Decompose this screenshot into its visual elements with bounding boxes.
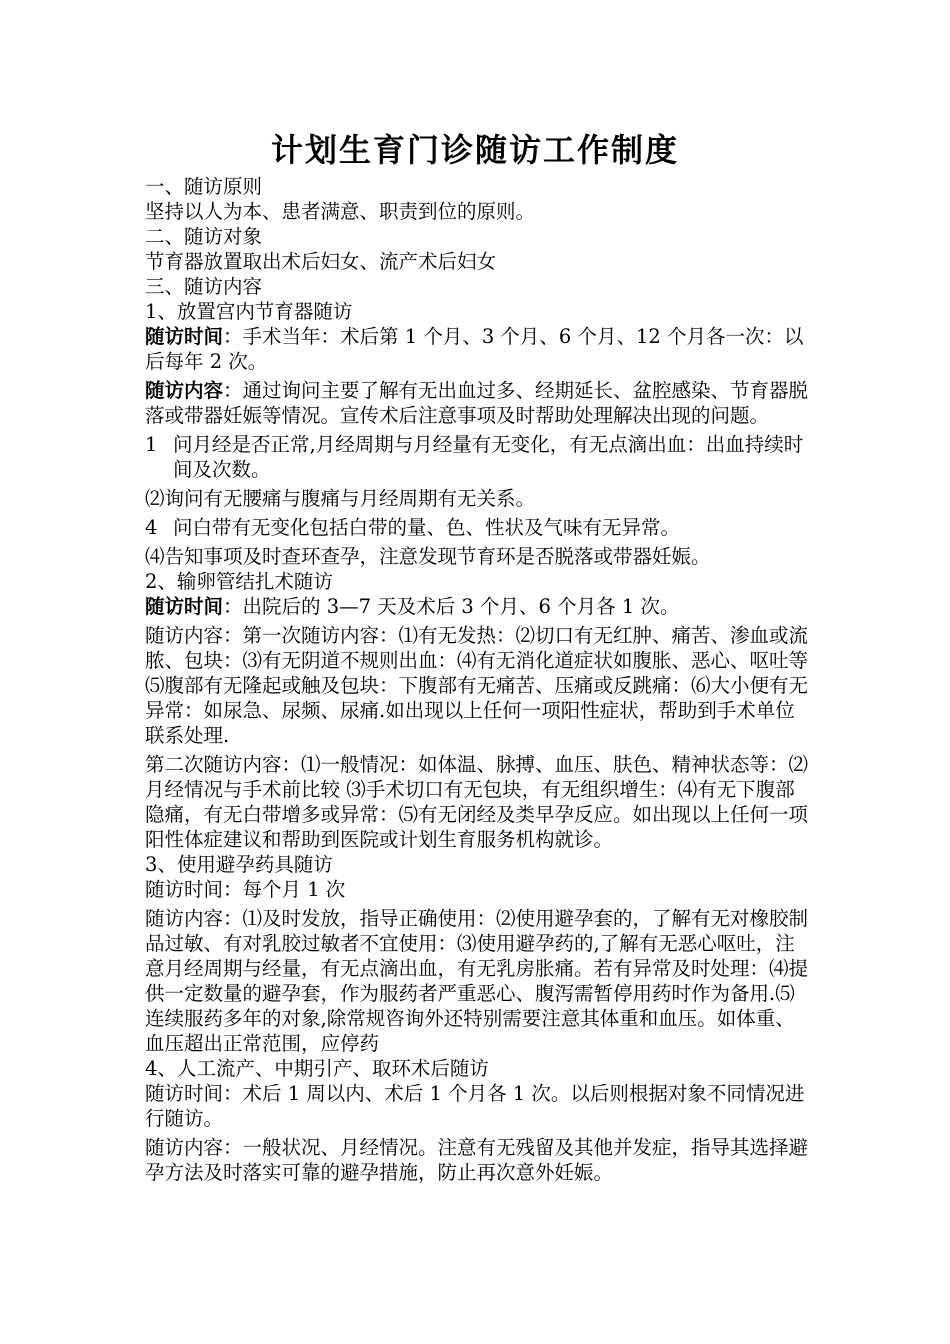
list-number: 1	[145, 433, 158, 456]
list-text: 问月经是否正常,月经周期与月经量有无变化，有无点滴出血：出血持续时间及次数。	[173, 433, 804, 481]
bold-label: 随访时间	[145, 595, 224, 618]
paragraph: 随访内容：一般状况、月经情况。注意有无残留及其他并发症，指导其选择避孕方法及时落实可靠的避孕措施，防止再次意外妊娠。	[145, 1136, 809, 1184]
list-item: ⑷告知事项及时查环查孕，注意发现节育环是否脱落或带器妊娠。	[145, 545, 711, 568]
bold-label: 随访时间	[145, 325, 224, 348]
list-item: ⑵询问有无腰痛与腹痛与月经周期有无关系。	[145, 487, 536, 510]
list-number: 4	[145, 516, 158, 539]
paragraph: 随访内容：⑴及时发放，指导正确使用：⑵使用避孕套的，了解有无对橡胶制品过敏、有对乳胶过敏者不宜使用：⑶使用避孕药的,了解有无恶心呕吐，注意月经周期与经量，有无点滴出血，有无乳房胀痛。若有异常及时处理：⑷提供一定数量的避孕套，作为服药者严重恶心、腹泻需暂停用药时作为备用.⑸ 连续服药多年的对象,除常规咨询外还特别需要注意其体重和血压。如体重、血压超出正常范围，应停药	[145, 907, 809, 1055]
document-body	[145, 174, 813, 1185]
document-title: 计划生育门诊随访工作制度	[270, 131, 679, 169]
paragraph: 第二次随访内容：⑴一般情况：如体温、脉搏、血压、肤色、精神状态等：⑵月经情况与手术前比较 ⑶手术切口有无包块，有无组织增生：⑷有无下腹部隐痛，有无白带增多或异常：⑸有无闭经及类早孕反应。如出现以上任何一项阳性体症建议和帮助到医院或计划生育服务机构就诊。	[145, 753, 809, 851]
paragraph: 随访时间：每个月 1 次	[145, 878, 346, 901]
paragraph	[145, 378, 813, 428]
section-heading-content: 三、随访内容	[145, 275, 263, 298]
paragraph-text: ：出院后的 3—7 天及术后 3 个月、6 个月各 1 次。	[223, 595, 680, 618]
paragraph-text: ：手术当年：术后第 1 个月、3 个月、6 个月、12 个月各一次：以后每年 2 次。	[145, 325, 804, 373]
subsection-heading: 2、输卵管结扎术随访	[145, 570, 333, 593]
list-text: 问白带有无变化包括白带的量、色、性状及气味有无异常。	[173, 516, 681, 539]
section-heading-target: 二、随访对象	[145, 225, 263, 248]
subsection-heading: 3、使用避孕药具随访	[145, 853, 333, 876]
section-heading-principle: 一、随访原则	[145, 175, 263, 198]
paragraph	[145, 594, 813, 619]
paragraph: 坚持以人为本、患者满意、职责到位的原则。	[145, 200, 536, 223]
list-item	[145, 432, 813, 482]
paragraph: 随访内容：第一次随访内容：⑴有无发热：⑵切口有无红肿、痛苦、渗血或流脓、包块：⑶有无阴道不规则出血：⑷有无消化道症状如腹胀、恶心、呕吐等 ⑸腹部有无隆起或触及包块：下腹部有无痛苦、压痛或反跳痛：⑹大小便有无异常：如尿急、尿频、尿痛.如出现以上任何一项阳性症状，帮助到手术单位联系处理.	[145, 624, 809, 747]
list-item	[145, 515, 813, 540]
subsection-heading: 1、放置宫内节育器随访	[145, 300, 353, 323]
bold-label: 随访内容	[145, 379, 224, 402]
paragraph	[145, 324, 813, 374]
paragraph: 节育器放置取出术后妇女、流产术后妇女	[145, 250, 497, 273]
subsection-heading: 4、人工流产、中期引产、取环术后随访	[145, 1057, 489, 1080]
paragraph-text: ：通过询问主要了解有无出血过多、经期延长、盆腔感染、节育器脱落或带器妊娠等情况。宣传术后注意事项及时帮助处理解决出现的问题。	[145, 379, 809, 427]
paragraph: 随访时间：术后 1 周以内、术后 1 个月各 1 次。以后则根据对象不同情况进行随访。	[145, 1082, 805, 1130]
